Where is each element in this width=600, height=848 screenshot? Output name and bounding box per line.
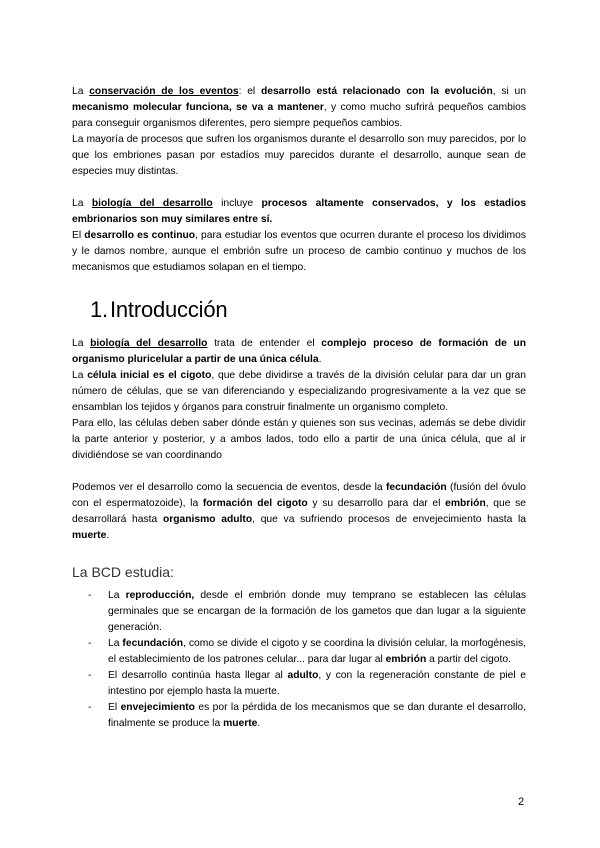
term-conservation: conservación de los eventos xyxy=(89,86,239,97)
list-dash: - xyxy=(88,670,92,681)
list-item-adulto: - El desarrollo continúa hasta llegar al adulto, y con la regeneración constante de piel e intestino por ejemplo hasta la muerte. xyxy=(88,670,526,697)
page-content xyxy=(72,84,526,732)
paragraph-conservation: La conservación de los eventos: el desarrollo está relacionado con la evolución, si un mecanismo molecular funciona, se va a mantener, y como mucho sufrirá pequeños cambios para conseguir organismos diferentes, pero siempre pequeños cambios. xyxy=(72,86,526,129)
paragraph-cell-coordination: Para ello, las células deben saber dónde están y quienes son sus vecinas, además se debe dividir la parte anterior y posterior, y a ambos lados, todo ello a partir de una única célula, que al ir dividiéndose se van coordinando xyxy=(72,418,526,461)
list-dash: - xyxy=(88,702,92,713)
paragraph-similar-processes: La mayoría de procesos que sufren los organismos durante el desarrollo son muy parecidos, por lo que los embriones pasan por estadíos muy parecidos durante el desarrollo, aunque sean de especies muy distintas. xyxy=(72,134,526,177)
list-item-envejecimiento: - El envejecimiento es por la pérdida de los mecanismos que se dan durante el desarrollo, finalmente se produce la muerte. xyxy=(88,702,526,729)
list-dash: - xyxy=(88,638,92,649)
term-biologia-desarrollo-2: biología del desarrollo xyxy=(90,338,208,349)
page-number: 2 xyxy=(518,796,525,808)
section-heading-introduccion: 1.Introducción xyxy=(90,297,228,322)
paragraph-definition: La biología del desarrollo trata de entender el complejo proceso de formación de un organismo pluricelular a partir de una única célula. xyxy=(72,338,526,365)
paragraph-cigoto: La célula inicial es el cigoto, que debe dividirse a través de la división celular para dar un gran número de células, que se van diferenciando y especializando progresivamente a la vez que se ensamblan los tejidos y órganos para construir finalmente un organismo completo. xyxy=(72,370,526,413)
list-item-fecundacion: - La fecundación, como se divide el cigoto y se coordina la división celular, la morfogénesis, el establecimiento de los patrones celular... para dar lugar al embrión a partir del cigoto. xyxy=(88,638,526,665)
paragraph-conserved-processes: La biología del desarrollo incluye procesos altamente conservados, y los estadios embrionarios son muy similares entre sí. xyxy=(72,198,526,225)
list-dash: - xyxy=(88,590,92,601)
list-item-reproduccion: - La reproducción, desde el embrión donde muy temprano se establecen las células germinales que se encargan de la formación de los gametos que dan lugar a la siguiente generación. xyxy=(88,590,526,633)
bcd-list xyxy=(72,588,526,732)
term-biologia-desarrollo: biología del desarrollo xyxy=(91,198,213,209)
paragraph-event-sequence: Podemos ver el desarrollo como la secuencia de eventos, desde la fecundación (fusión del óvulo con el espermatozoide), la formación del cigoto y su desarrollo para dar el embrión, que se desarrollará hasta organismo adulto, que va sufriendo procesos de envejecimiento hasta la muerte. xyxy=(72,482,527,541)
subheading-bcd-estudia: La BCD estudia: xyxy=(72,564,174,580)
paragraph-continuous-development: El desarrollo es continuo, para estudiar los eventos que ocurren durante el proceso los dividimos y le damos nombre, aunque el embrión sufre un proceso de cambio continuo y muchos de los mecanismos que estudiamos solapan en el tiempo. xyxy=(72,230,526,273)
